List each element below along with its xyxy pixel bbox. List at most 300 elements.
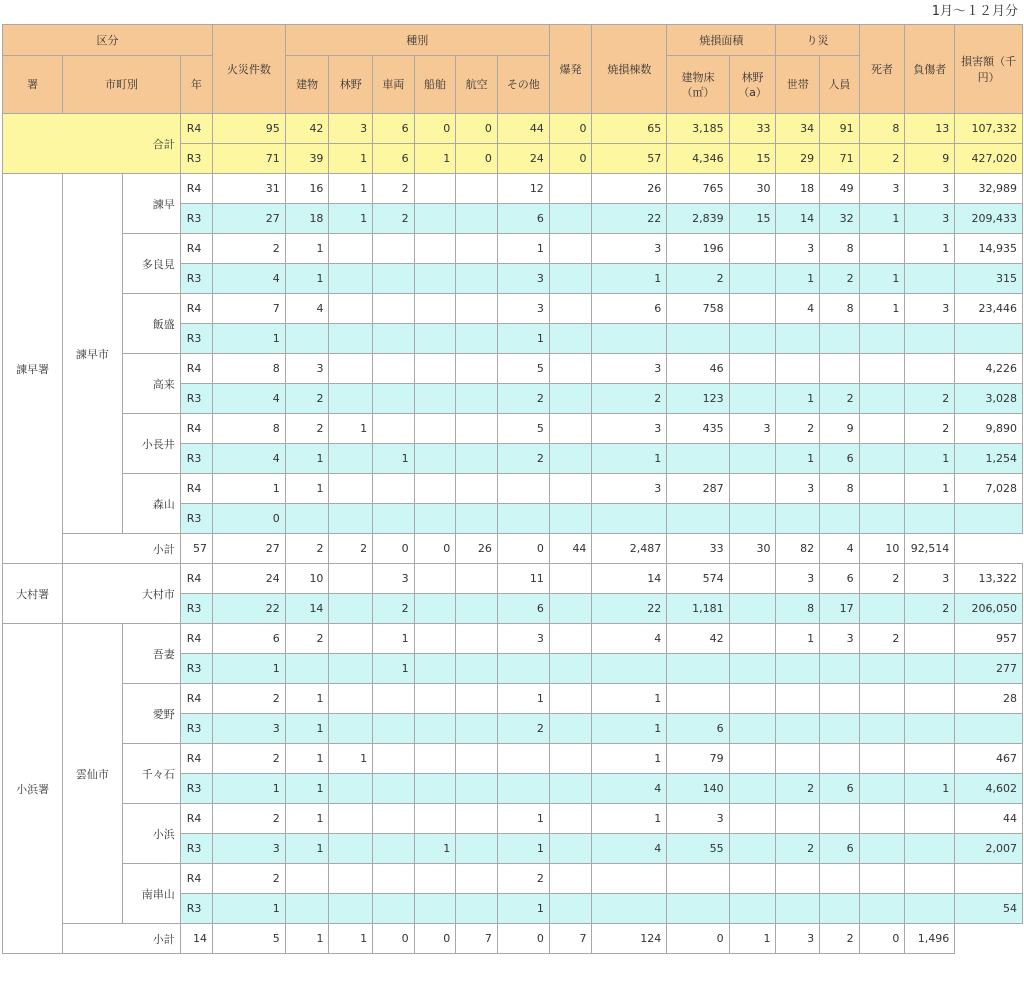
value-cell: 1 xyxy=(373,624,415,654)
area-cell: 森山 xyxy=(122,474,180,534)
value-cell xyxy=(414,774,456,804)
value-cell xyxy=(456,684,498,714)
area-cell: 小浜 xyxy=(122,804,180,864)
year-cell: R3 xyxy=(180,834,212,864)
value-cell xyxy=(456,504,498,534)
value-cell xyxy=(549,444,592,474)
value-cell xyxy=(905,804,955,834)
value-cell xyxy=(414,804,456,834)
value-cell xyxy=(859,804,905,834)
value-cell xyxy=(859,744,905,774)
value-cell xyxy=(729,384,776,414)
value-cell xyxy=(955,324,1023,354)
table-row xyxy=(3,354,1023,384)
value-cell xyxy=(592,894,667,924)
value-cell xyxy=(820,744,860,774)
value-cell xyxy=(456,864,498,894)
area-cell: 吾妻 xyxy=(122,624,180,684)
value-cell xyxy=(285,654,329,684)
value-cell: 8 xyxy=(776,594,820,624)
table-row xyxy=(3,414,1023,444)
area-cell: 小長井 xyxy=(122,414,180,474)
year-cell: R3 xyxy=(180,714,212,744)
city-cell: 大村市 xyxy=(63,564,180,624)
value-cell xyxy=(549,174,592,204)
value-cell xyxy=(955,504,1023,534)
value-cell xyxy=(905,624,955,654)
value-cell xyxy=(592,324,667,354)
value-cell xyxy=(820,714,860,744)
value-cell: 3 xyxy=(776,474,820,504)
value-cell xyxy=(414,444,456,474)
header-tatemono: 建物 xyxy=(285,56,329,114)
value-cell: 6 xyxy=(373,114,415,144)
value-cell: 1 xyxy=(905,774,955,804)
value-cell: 18 xyxy=(285,204,329,234)
value-cell xyxy=(456,234,498,264)
value-cell xyxy=(859,414,905,444)
header-risai: り災 xyxy=(776,25,859,56)
value-cell xyxy=(549,564,592,594)
value-cell: 0 xyxy=(497,534,549,564)
value-cell xyxy=(729,774,776,804)
year-cell: R4 xyxy=(180,174,212,204)
value-cell xyxy=(456,264,498,294)
value-cell xyxy=(729,504,776,534)
value-cell: 6 xyxy=(820,444,860,474)
value-cell: 2 xyxy=(373,204,415,234)
value-cell: 4 xyxy=(213,444,286,474)
total-label: 合計 xyxy=(3,114,181,174)
value-cell xyxy=(667,654,729,684)
value-cell: 4 xyxy=(213,384,286,414)
value-cell: 4 xyxy=(285,294,329,324)
value-cell xyxy=(729,684,776,714)
value-cell xyxy=(414,474,456,504)
value-cell xyxy=(729,564,776,594)
value-cell xyxy=(456,444,498,474)
value-cell xyxy=(373,894,415,924)
value-cell xyxy=(667,504,729,534)
value-cell xyxy=(414,594,456,624)
value-cell xyxy=(549,234,592,264)
value-cell xyxy=(329,654,373,684)
value-cell: 3 xyxy=(905,294,955,324)
value-cell: 1 xyxy=(285,924,329,954)
value-cell: 16 xyxy=(285,174,329,204)
value-cell: 2 xyxy=(213,684,286,714)
value-cell xyxy=(729,834,776,864)
value-cell xyxy=(905,264,955,294)
area-cell: 南串山 xyxy=(122,864,180,924)
value-cell: 0 xyxy=(213,504,286,534)
year-cell: R3 xyxy=(180,654,212,684)
value-cell: 55 xyxy=(667,834,729,864)
value-cell xyxy=(549,774,592,804)
header-koku: 航空 xyxy=(456,56,498,114)
value-cell xyxy=(859,714,905,744)
value-cell: 758 xyxy=(667,294,729,324)
header-tatemono-yuka: 建物床（㎡） xyxy=(667,56,729,114)
value-cell: 1 xyxy=(373,654,415,684)
value-cell: 206,050 xyxy=(955,594,1023,624)
value-cell xyxy=(859,684,905,714)
area-cell: 多良見 xyxy=(122,234,180,294)
table-row xyxy=(3,804,1023,834)
value-cell: 3,185 xyxy=(667,114,729,144)
value-cell xyxy=(729,354,776,384)
value-cell: 209,433 xyxy=(955,204,1023,234)
value-cell xyxy=(373,264,415,294)
value-cell: 1 xyxy=(776,624,820,654)
year-cell: R3 xyxy=(180,774,212,804)
value-cell xyxy=(820,654,860,684)
value-cell xyxy=(549,384,592,414)
value-cell xyxy=(414,294,456,324)
station-cell: 大村署 xyxy=(3,564,63,624)
value-cell xyxy=(859,384,905,414)
value-cell xyxy=(549,804,592,834)
value-cell: 4,226 xyxy=(955,354,1023,384)
value-cell xyxy=(905,354,955,384)
value-cell xyxy=(729,474,776,504)
value-cell: 14 xyxy=(180,924,212,954)
value-cell: 0 xyxy=(456,144,498,174)
value-cell: 6 xyxy=(213,624,286,654)
value-cell: 22 xyxy=(213,594,286,624)
station-cell: 諫早署 xyxy=(3,174,63,564)
value-cell xyxy=(414,234,456,264)
value-cell xyxy=(776,744,820,774)
header-nen: 年 xyxy=(180,56,212,114)
header-fushosha: 負傷者 xyxy=(905,25,955,114)
year-cell: R4 xyxy=(180,804,212,834)
value-cell xyxy=(776,804,820,834)
value-cell: 22 xyxy=(592,204,667,234)
header-shubetsu: 種別 xyxy=(285,25,549,56)
value-cell xyxy=(729,744,776,774)
value-cell: 1 xyxy=(285,774,329,804)
value-cell: 1 xyxy=(497,894,549,924)
value-cell: 4 xyxy=(820,534,860,564)
value-cell: 2 xyxy=(905,384,955,414)
value-cell: 31 xyxy=(213,174,286,204)
table-row xyxy=(3,294,1023,324)
year-cell: R4 xyxy=(180,564,212,594)
value-cell xyxy=(667,444,729,474)
value-cell: 3 xyxy=(905,564,955,594)
value-cell: 14,935 xyxy=(955,234,1023,264)
value-cell: 3 xyxy=(497,264,549,294)
value-cell xyxy=(859,894,905,924)
value-cell: 1 xyxy=(859,294,905,324)
value-cell xyxy=(373,864,415,894)
value-cell xyxy=(905,324,955,354)
value-cell xyxy=(859,474,905,504)
header-songaigaku: 損害額（千円） xyxy=(955,25,1023,114)
value-cell xyxy=(549,324,592,354)
header-sho: 署 xyxy=(3,56,63,114)
header-kubun: 区分 xyxy=(3,25,213,56)
year-cell: R3 xyxy=(180,594,212,624)
value-cell: 2 xyxy=(776,834,820,864)
fire-statistics-table xyxy=(2,24,1023,954)
value-cell xyxy=(285,324,329,354)
table-body xyxy=(3,114,1023,954)
value-cell: 5 xyxy=(213,924,286,954)
value-cell xyxy=(329,834,373,864)
value-cell: 0 xyxy=(549,114,592,144)
year-cell: R4 xyxy=(180,864,212,894)
value-cell xyxy=(859,654,905,684)
table-row xyxy=(3,684,1023,714)
value-cell xyxy=(414,684,456,714)
value-cell: 12 xyxy=(497,174,549,204)
value-cell: 287 xyxy=(667,474,729,504)
value-cell: 1 xyxy=(329,924,373,954)
value-cell: 8 xyxy=(213,414,286,444)
value-cell xyxy=(456,654,498,684)
year-cell: R3 xyxy=(180,504,212,534)
value-cell xyxy=(820,504,860,534)
value-cell xyxy=(905,714,955,744)
value-cell xyxy=(414,624,456,654)
value-cell xyxy=(549,624,592,654)
value-cell xyxy=(373,324,415,354)
header-shoson-tosu: 焼損棟数 xyxy=(592,25,667,114)
value-cell xyxy=(955,714,1023,744)
year-cell: R4 xyxy=(180,294,212,324)
value-cell: 427,020 xyxy=(955,144,1023,174)
value-cell: 1 xyxy=(592,744,667,774)
value-cell: 2 xyxy=(497,444,549,474)
value-cell xyxy=(414,324,456,354)
value-cell xyxy=(329,474,373,504)
value-cell: 3 xyxy=(285,354,329,384)
value-cell xyxy=(549,414,592,444)
value-cell xyxy=(497,654,549,684)
value-cell: 18 xyxy=(776,174,820,204)
value-cell: 1 xyxy=(213,774,286,804)
value-cell: 24 xyxy=(213,564,286,594)
value-cell xyxy=(776,894,820,924)
value-cell: 0 xyxy=(667,924,729,954)
value-cell: 1 xyxy=(213,654,286,684)
value-cell: 2 xyxy=(905,414,955,444)
value-cell: 2 xyxy=(213,864,286,894)
value-cell xyxy=(776,354,820,384)
value-cell xyxy=(373,744,415,774)
value-cell xyxy=(329,294,373,324)
value-cell xyxy=(729,594,776,624)
value-cell xyxy=(456,354,498,384)
value-cell: 277 xyxy=(955,654,1023,684)
value-cell: 13,322 xyxy=(955,564,1023,594)
value-cell xyxy=(729,264,776,294)
value-cell xyxy=(456,384,498,414)
value-cell xyxy=(285,504,329,534)
value-cell: 1 xyxy=(905,474,955,504)
value-cell: 1 xyxy=(859,204,905,234)
value-cell xyxy=(414,744,456,774)
value-cell: 435 xyxy=(667,414,729,444)
value-cell: 2 xyxy=(497,384,549,414)
value-cell: 1 xyxy=(592,444,667,474)
value-cell: 4 xyxy=(592,774,667,804)
value-cell xyxy=(859,774,905,804)
value-cell xyxy=(373,714,415,744)
area-cell: 愛野 xyxy=(122,684,180,744)
station-cell: 小浜署 xyxy=(3,624,63,954)
value-cell: 22 xyxy=(592,594,667,624)
value-cell: 2 xyxy=(285,384,329,414)
value-cell: 7 xyxy=(549,924,592,954)
value-cell: 3,028 xyxy=(955,384,1023,414)
value-cell: 2 xyxy=(497,864,549,894)
value-cell xyxy=(414,504,456,534)
value-cell: 2 xyxy=(859,624,905,654)
subtotal-label: 小計 xyxy=(63,534,180,564)
value-cell: 0 xyxy=(456,114,498,144)
value-cell xyxy=(329,894,373,924)
value-cell: 1 xyxy=(213,324,286,354)
value-cell: 7,028 xyxy=(955,474,1023,504)
value-cell xyxy=(905,894,955,924)
value-cell xyxy=(549,474,592,504)
value-cell: 1,181 xyxy=(667,594,729,624)
value-cell: 6 xyxy=(820,774,860,804)
value-cell: 9 xyxy=(905,144,955,174)
value-cell xyxy=(329,564,373,594)
value-cell xyxy=(859,594,905,624)
value-cell: 8 xyxy=(213,354,286,384)
value-cell xyxy=(497,744,549,774)
value-cell xyxy=(729,324,776,354)
value-cell xyxy=(329,714,373,744)
year-cell: R4 xyxy=(180,624,212,654)
value-cell: 2 xyxy=(776,414,820,444)
value-cell: 44 xyxy=(497,114,549,144)
value-cell xyxy=(329,594,373,624)
value-cell xyxy=(859,864,905,894)
year-cell: R3 xyxy=(180,324,212,354)
value-cell xyxy=(329,324,373,354)
header-rinya-a: 林野（a） xyxy=(729,56,776,114)
value-cell: 2 xyxy=(820,924,860,954)
value-cell: 13 xyxy=(905,114,955,144)
value-cell: 3 xyxy=(776,564,820,594)
value-cell: 65 xyxy=(592,114,667,144)
value-cell: 1 xyxy=(285,744,329,774)
value-cell xyxy=(456,894,498,924)
table-row xyxy=(3,564,1023,594)
value-cell xyxy=(905,684,955,714)
value-cell xyxy=(414,564,456,594)
value-cell xyxy=(859,834,905,864)
value-cell xyxy=(329,264,373,294)
area-cell: 諫早 xyxy=(122,174,180,234)
value-cell: 26 xyxy=(592,174,667,204)
value-cell xyxy=(456,294,498,324)
value-cell: 29 xyxy=(776,144,820,174)
value-cell: 2,487 xyxy=(592,534,667,564)
value-cell xyxy=(549,204,592,234)
header-jinin: 人員 xyxy=(820,56,860,114)
value-cell: 34 xyxy=(776,114,820,144)
value-cell xyxy=(549,744,592,774)
value-cell: 3 xyxy=(776,924,820,954)
value-cell: 1 xyxy=(329,204,373,234)
value-cell xyxy=(549,594,592,624)
value-cell xyxy=(820,324,860,354)
year-cell: R4 xyxy=(180,354,212,384)
value-cell xyxy=(549,834,592,864)
value-cell: 0 xyxy=(859,924,905,954)
value-cell: 6 xyxy=(667,714,729,744)
value-cell xyxy=(329,234,373,264)
value-cell xyxy=(549,264,592,294)
value-cell: 0 xyxy=(414,534,456,564)
value-cell xyxy=(329,804,373,834)
value-cell xyxy=(729,654,776,684)
value-cell: 6 xyxy=(497,594,549,624)
value-cell xyxy=(729,624,776,654)
value-cell: 6 xyxy=(373,144,415,174)
value-cell xyxy=(905,834,955,864)
header-setai: 世帯 xyxy=(776,56,820,114)
value-cell: 107,332 xyxy=(955,114,1023,144)
header-shoson-menseki: 焼損面積 xyxy=(667,25,776,56)
value-cell: 2 xyxy=(859,144,905,174)
value-cell xyxy=(859,324,905,354)
value-cell xyxy=(592,654,667,684)
header-senpaku: 船舶 xyxy=(414,56,456,114)
value-cell: 1 xyxy=(497,834,549,864)
area-cell: 千々石 xyxy=(122,744,180,804)
value-cell xyxy=(729,294,776,324)
value-cell: 4,602 xyxy=(955,774,1023,804)
value-cell: 10 xyxy=(285,564,329,594)
value-cell: 1 xyxy=(905,234,955,264)
value-cell xyxy=(373,414,415,444)
value-cell xyxy=(497,504,549,534)
value-cell: 1 xyxy=(329,414,373,444)
header-bakuhatsu: 爆発 xyxy=(549,25,592,114)
value-cell: 4 xyxy=(213,264,286,294)
value-cell: 57 xyxy=(180,534,212,564)
value-cell: 23,446 xyxy=(955,294,1023,324)
value-cell: 1 xyxy=(729,924,776,954)
value-cell xyxy=(285,864,329,894)
year-cell: R3 xyxy=(180,204,212,234)
value-cell xyxy=(859,444,905,474)
value-cell xyxy=(497,774,549,804)
value-cell: 9 xyxy=(820,414,860,444)
value-cell: 1 xyxy=(776,264,820,294)
value-cell xyxy=(373,804,415,834)
subtotal-row xyxy=(3,924,1023,954)
value-cell: 57 xyxy=(592,144,667,174)
year-cell: R3 xyxy=(180,444,212,474)
value-cell: 3 xyxy=(373,564,415,594)
value-cell xyxy=(549,354,592,384)
value-cell xyxy=(456,594,498,624)
header-rinya: 林野 xyxy=(329,56,373,114)
value-cell: 3 xyxy=(592,414,667,444)
value-cell: 0 xyxy=(373,534,415,564)
value-cell: 32,989 xyxy=(955,174,1023,204)
value-cell xyxy=(373,294,415,324)
